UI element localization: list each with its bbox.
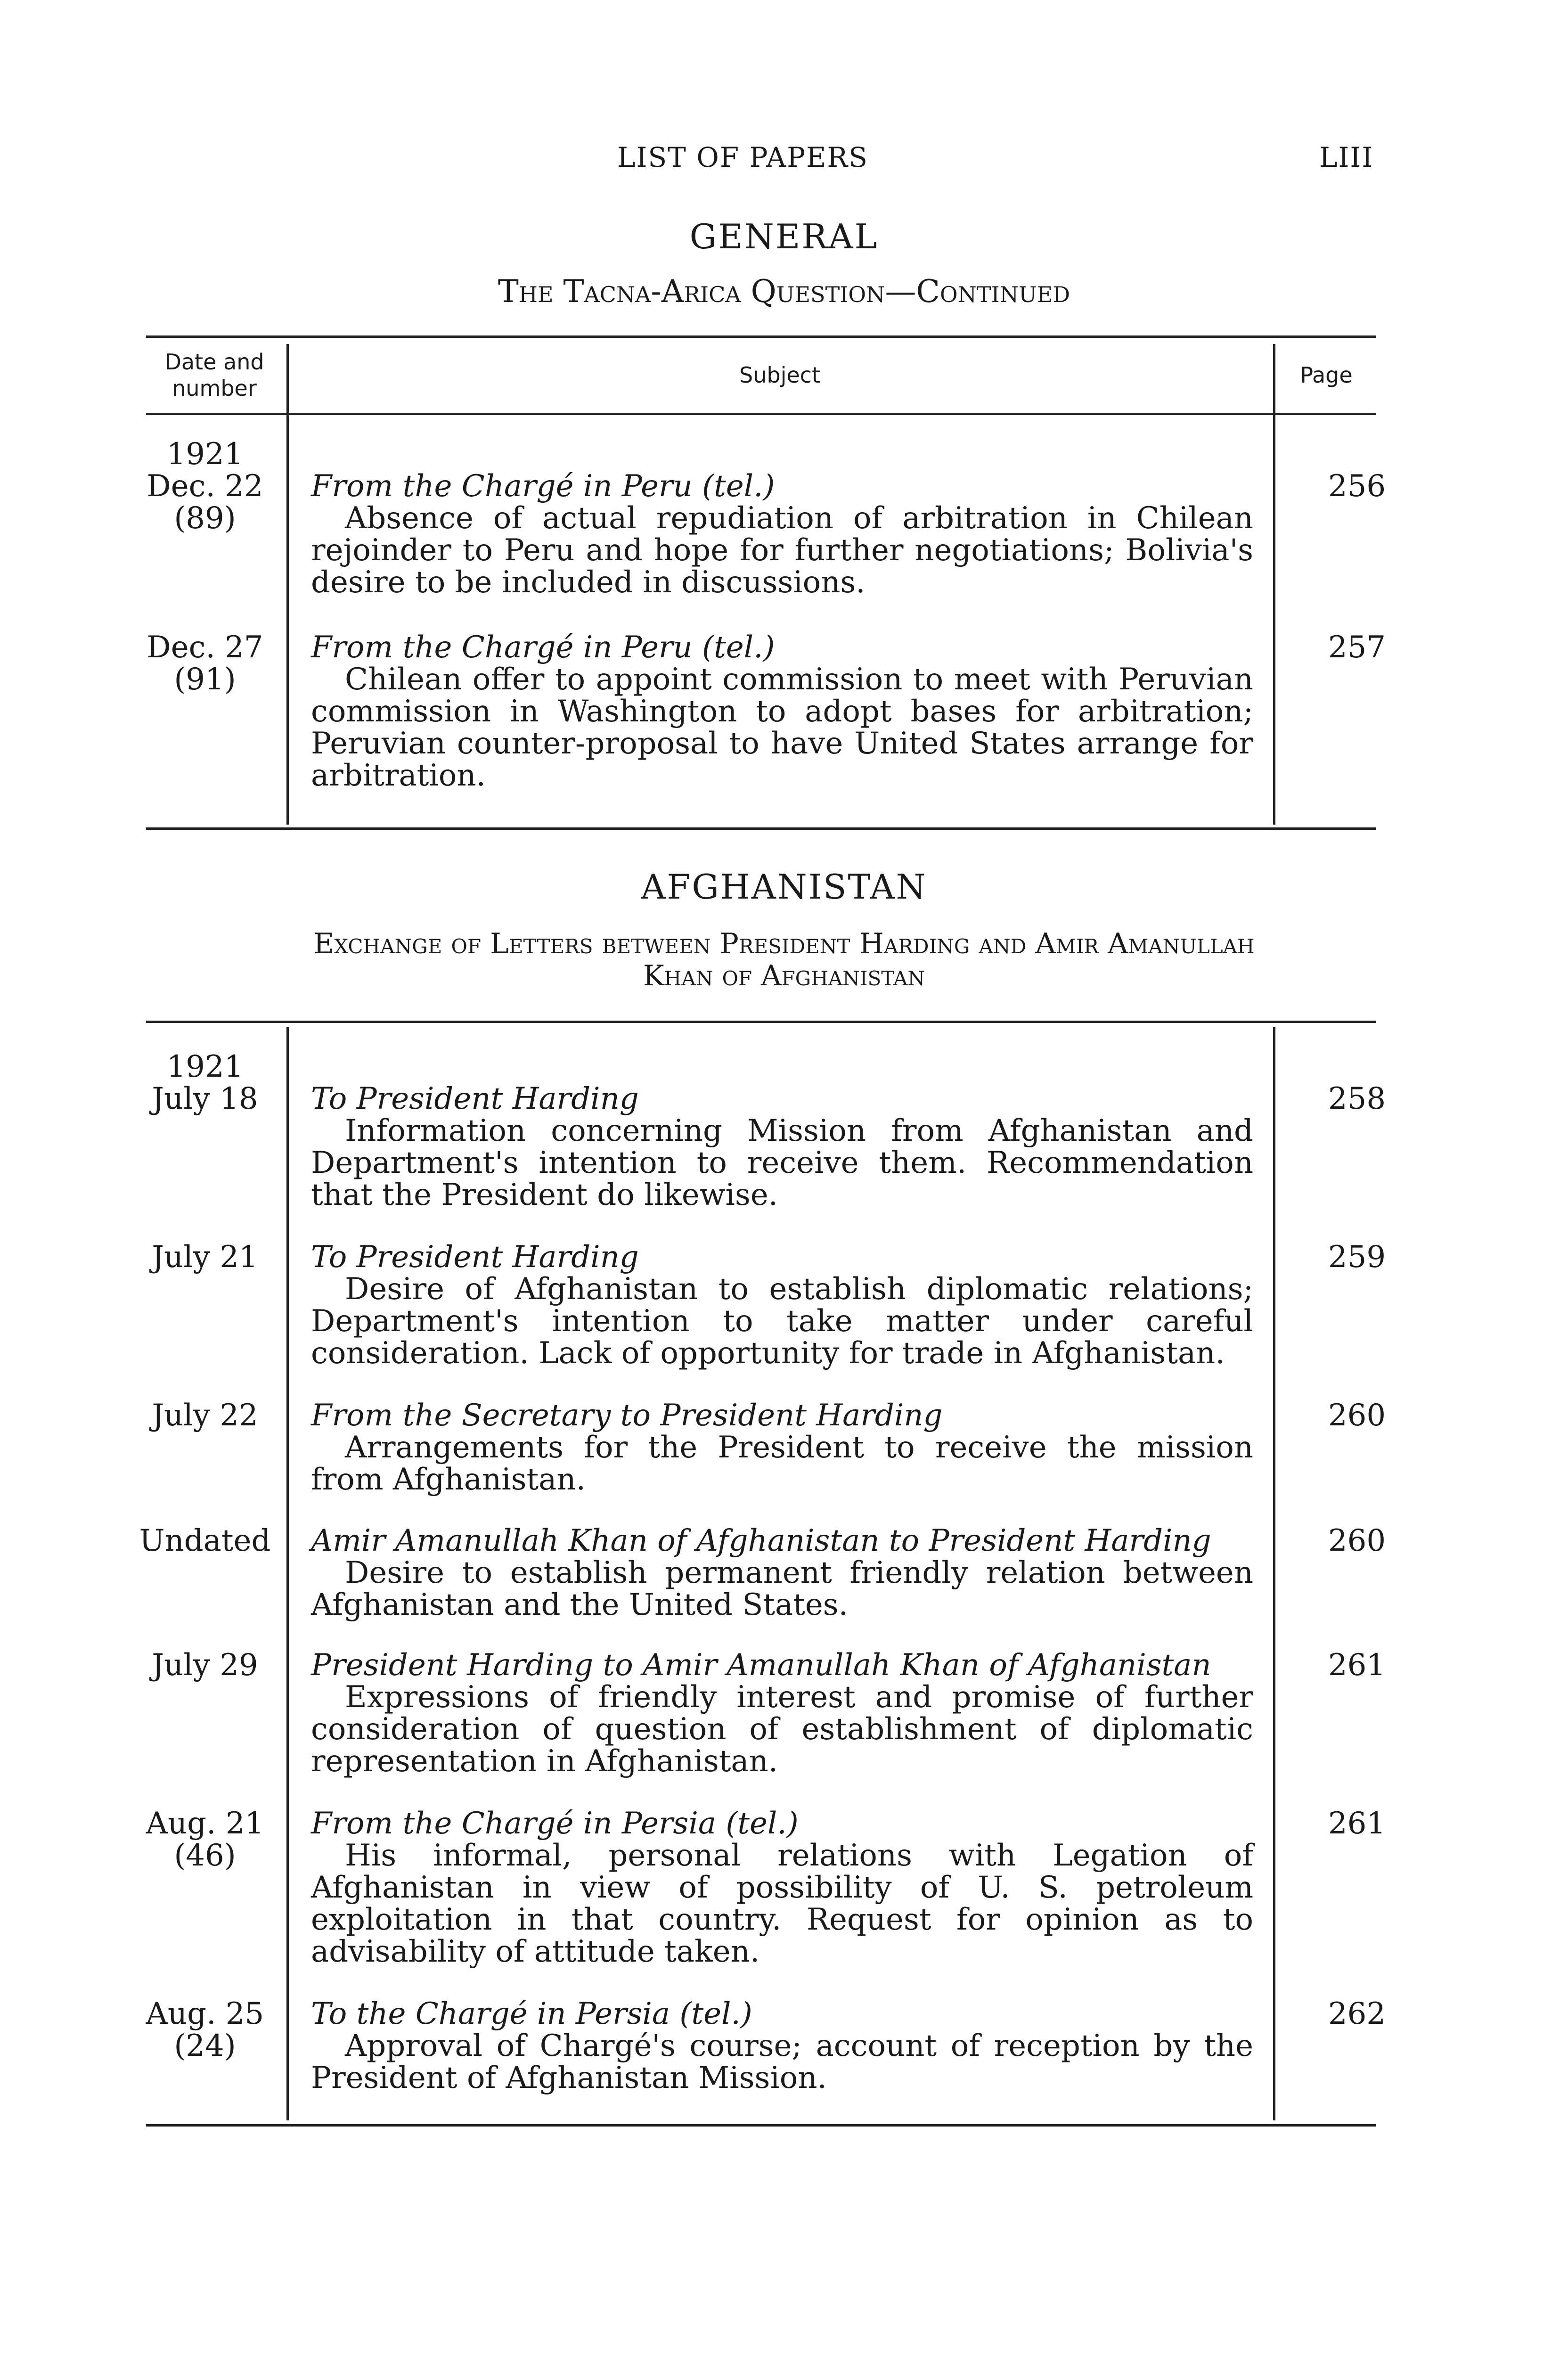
entry-text: Approval of Chargé's course; account of reception by the President of Afghanistan Mission. xyxy=(311,2029,1253,2095)
entry-heading: To President Harding xyxy=(311,1240,639,1275)
entry-date-cell xyxy=(137,1808,273,1872)
column-divider-date xyxy=(286,1027,289,2120)
entry-date: Dec. 27 xyxy=(147,630,263,665)
section-title-afghanistan: AFGHANISTAN xyxy=(641,867,927,907)
entry-subject xyxy=(311,1241,1253,1369)
entry-page: 260 xyxy=(1328,1523,1386,1558)
entry-subject xyxy=(311,1399,1253,1496)
section-subtitle-afghanistan-line2: Khan of Afghanistan xyxy=(643,959,925,992)
entry-page: 259 xyxy=(1328,1240,1386,1275)
entry-date: July 18 xyxy=(152,1081,258,1116)
entry-page: 261 xyxy=(1328,1806,1386,1841)
entry-text: Arrangements for the President to receive the mission from Afghanistan. xyxy=(311,1430,1253,1497)
entry-subject xyxy=(311,1808,1253,1968)
entry-date-cell xyxy=(137,1649,273,1681)
entry-text: Desire to establish permanent friendly relation between Afghanistan and the United States. xyxy=(311,1555,1253,1622)
running-title: LIST OF PAPERS xyxy=(617,141,868,173)
entry-date-cell xyxy=(137,1998,273,2062)
page-numeral: LIII xyxy=(1319,141,1374,173)
section-subtitle-afghanistan-line1: Exchange of Letters between President Harding and Amir Amanullah xyxy=(313,927,1255,960)
entry-page: 260 xyxy=(1328,1398,1386,1433)
entry-number: (89) xyxy=(174,501,236,536)
entry-subject xyxy=(311,1083,1253,1211)
entry-page: 262 xyxy=(1328,1996,1386,2031)
entry-text: Information concerning Mission from Afghanistan and Department's intention to receive them. Recommendation that the President do likewise. xyxy=(311,1113,1253,1212)
column-header-date: Date and number xyxy=(164,349,264,401)
entry-text: His informal, personal relations with Legation of Afghanistan in view of possibility of U. S. petroleum exploitation in that country. Request for opinion as to advisability of attitude taken. xyxy=(311,1838,1253,1969)
entry-number: (91) xyxy=(174,662,236,697)
entry-heading: President Harding to Amir Amanullah Khan of Afghanistan xyxy=(311,1648,1211,1683)
entry-page: 257 xyxy=(1328,630,1386,665)
column-header-page: Page xyxy=(1300,362,1353,388)
entry-text: Chilean offer to appoint commission to meet with Peruvian commission in Washington to adopt bases for arbitration; Peruvian counter-proposal to have United States arrange for arbitration. xyxy=(311,662,1253,793)
table-bottom-rule xyxy=(146,2124,1376,2127)
entry-heading: Amir Amanullah Khan of Afghanistan to President Harding xyxy=(311,1523,1211,1558)
entry-date: July 29 xyxy=(152,1648,258,1683)
entry-page: 256 xyxy=(1328,469,1386,504)
entry-year: 1921 xyxy=(166,1049,244,1084)
table-top-rule xyxy=(146,335,1376,338)
entry-year: 1921 xyxy=(166,437,244,472)
entry-date-cell xyxy=(137,438,273,534)
entry-heading: From the Chargé in Peru (tel.) xyxy=(311,469,775,504)
entry-date: Aug. 21 xyxy=(146,1806,264,1841)
entry-subject xyxy=(311,631,1253,792)
column-divider-date xyxy=(286,344,289,825)
entry-page: 258 xyxy=(1328,1081,1386,1116)
entry-subject xyxy=(311,1998,1253,2094)
entry-date: July 22 xyxy=(152,1398,258,1433)
entry-heading: From the Secretary to President Harding xyxy=(311,1398,943,1433)
column-divider-page xyxy=(1273,344,1275,825)
entry-heading: To the Chargé in Persia (tel.) xyxy=(311,1996,752,2031)
table-header-rule xyxy=(146,413,1376,415)
entry-subject xyxy=(311,1525,1253,1621)
entry-heading: To President Harding xyxy=(311,1081,639,1116)
entry-text: Desire of Afghanistan to establish diplomatic relations; Department's intention to take matter under careful consideration. Lack of opportunity for trade in Afghanistan. xyxy=(311,1272,1253,1371)
section-subtitle-general: The Tacna-Arica Question—Continued xyxy=(498,273,1070,310)
entry-number: (46) xyxy=(174,1838,236,1873)
entry-subject xyxy=(311,470,1253,598)
entry-number: (24) xyxy=(174,2029,236,2063)
entry-subject xyxy=(311,1649,1253,1777)
entry-page: 261 xyxy=(1328,1648,1386,1683)
entry-text: Absence of actual repudiation of arbitration in Chilean rejoinder to Peru and hope for further negotiations; Bolivia's desire to be included in discussions. xyxy=(311,501,1253,600)
entry-date: Undated xyxy=(139,1523,271,1558)
entry-text: Expressions of friendly interest and promise of further consideration of question of establishment of diplomatic representation in Afghanistan. xyxy=(311,1680,1253,1779)
entry-date-cell xyxy=(137,1525,273,1557)
entry-date-cell xyxy=(137,631,273,695)
entry-heading: From the Chargé in Persia (tel.) xyxy=(311,1806,799,1841)
entry-date: July 21 xyxy=(152,1240,258,1275)
entry-date-cell xyxy=(137,1241,273,1273)
entry-heading: From the Chargé in Peru (tel.) xyxy=(311,630,775,665)
entry-date-cell xyxy=(137,1051,273,1115)
table-top-rule xyxy=(146,1021,1376,1023)
entry-date-cell xyxy=(137,1399,273,1432)
column-divider-page xyxy=(1273,1027,1275,2120)
section-title-general: GENERAL xyxy=(689,217,879,256)
table-bottom-rule xyxy=(146,827,1376,830)
entry-date: Dec. 22 xyxy=(147,469,263,504)
column-header-subject: Subject xyxy=(739,362,820,388)
entry-date: Aug. 25 xyxy=(146,1996,264,2031)
